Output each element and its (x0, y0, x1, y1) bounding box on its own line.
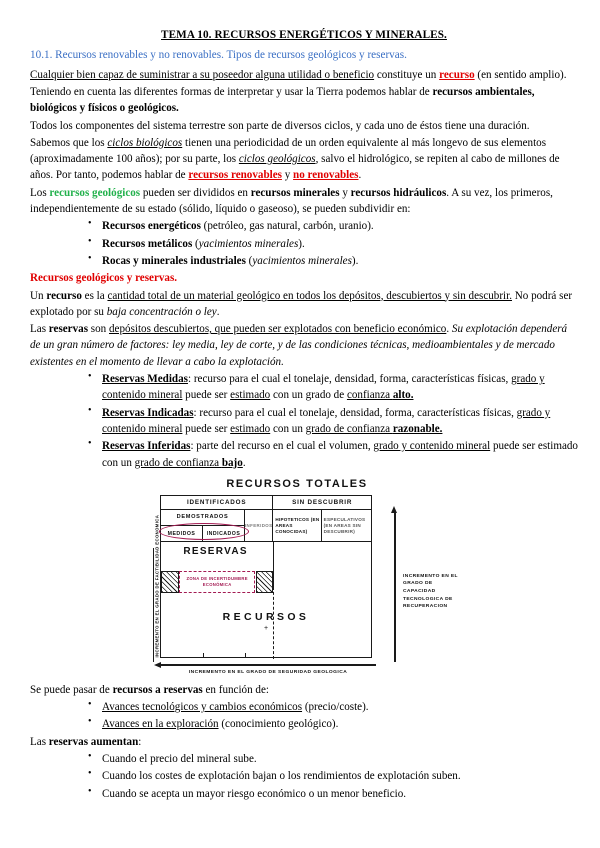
paragraph-definicion-reservas (30, 321, 578, 370)
term-ciclos-geologicos: ciclos geológicos (238, 153, 316, 166)
highlight-recurso: recurso (439, 68, 475, 81)
diagram-vertical-divider (273, 542, 274, 587)
paragraph-recursos-geologicos (30, 185, 578, 218)
diagram-axis-bottom (154, 662, 378, 669)
diagram-vertical-divider-dashed (273, 587, 274, 659)
paragraph-definicion-un-recurso (30, 288, 578, 321)
diagram-axis-right-label: INCREMENTO EN EL GRADO DE CAPACIDAD TECNOLOGICA DE RECUPERACION (403, 573, 458, 610)
text-fragment-bold: reservas (48, 323, 89, 336)
list-item-underline: grado y contenido mineral (373, 440, 491, 453)
list-item-term: Reservas Indicadas (102, 406, 194, 419)
text-fragment: tienen una periodicidad de un orden equivalente al más longevo de sus elementos (aproximadamente 100 años); por su parte, los (30, 136, 547, 166)
list-item-term: Recursos metálicos (102, 237, 193, 250)
list-item-text: con un (270, 422, 306, 435)
paragraph-formas-interpretar (30, 84, 578, 117)
text-fragment: . (358, 169, 362, 182)
diagram-cell-medidos: MEDIDOS (161, 526, 203, 542)
list-item (88, 438, 578, 471)
list-item-emphasis: alto. (392, 389, 414, 402)
term-ciclos-biologicos: ciclos biológicos (107, 136, 183, 149)
axis-line (161, 664, 376, 666)
list-item-emphasis: razonable. (392, 422, 443, 435)
list-item: • Cuando se acepta un mayor riesgo económico o un menor beneficio. (88, 786, 578, 802)
diagram-title: RECURSOS TOTALES (226, 477, 368, 490)
diagram-cell-inferidos: INFERIDOS (245, 510, 273, 542)
list-item-underline: estimado (230, 389, 271, 402)
highlight-recursos-renovables: recursos renovables (188, 169, 282, 182)
text-fragment-bold: recursos a reservas (112, 683, 203, 696)
list-item-sep: : (187, 373, 194, 386)
list-item (88, 405, 578, 438)
list-item (88, 253, 578, 269)
text-fragment-bold: recurso (46, 289, 82, 302)
text-fragment-underline: cantidad total de un material geológico en todos los depósitos, descubiertos y sin descubrir. (107, 289, 512, 302)
list-item-sep: : (193, 406, 200, 419)
diagram-axis-bottom-label: INCREMENTO EN EL GRADO DE SEGURIDAD GEOLOGICA (188, 669, 348, 675)
list-item-text: ( (245, 254, 253, 267)
list-item (88, 371, 578, 404)
diagram-cell-hipoteticos: HIPOTETICOS (EN AREAS CONOCIDAS) (273, 510, 321, 542)
paragraph-definicion-recurso (30, 67, 578, 83)
text-fragment-bold: reservas aumentan (48, 735, 139, 748)
diagram-tick (203, 653, 204, 657)
text-fragment: Las (30, 735, 49, 748)
text-fragment: Un (30, 289, 47, 302)
list-item-text: recurso para el cual el tonelaje, densidad, forma, características físicas, (199, 406, 517, 419)
text-fragment: . (446, 323, 452, 336)
diagram-axis-right (391, 506, 399, 662)
diagram-header-identificados: IDENTIFICADOS (161, 496, 273, 509)
mckelvey-diagram (148, 478, 460, 678)
diagram-label-recursos: RECURSOS (222, 610, 310, 623)
diagram-grid (160, 495, 372, 658)
list-item-italic: yacimientos minerales (252, 254, 352, 267)
text-fragment-italic: Su explotación dependerá de un gran número de factores: ley media, ley de corte, y de las condiciones técnicas, medioambientales y de mercado existentes en el momento de llevar a cabo la explotación. (30, 323, 568, 368)
diagram-hatch-right (256, 571, 274, 593)
text-fragment: . (216, 305, 220, 318)
text-fragment: Sabemos que los (30, 136, 108, 149)
list-item-term: Recursos energéticos (102, 220, 201, 233)
section-heading: 10.1. Recursos renovables y no renovables. Tipos de recursos geológicos y reservas. (30, 49, 407, 61)
list-item: • Cuando el precio del mineral sube. (88, 751, 578, 767)
list-item-text: (conocimiento geológico). (218, 718, 339, 731)
mckelvey-diagram-container (30, 478, 578, 678)
list-item-term: Reservas Inferidas (102, 440, 191, 453)
list-item-tail: ). (351, 254, 359, 267)
list-item-emphasis: bajo (221, 456, 243, 469)
paragraph-pasar-recursos (30, 682, 578, 698)
diagram-cell-demostrados: DEMOSTRADOS (161, 510, 245, 526)
list-pasar-reservas (30, 699, 578, 733)
diagram-tick (245, 653, 246, 657)
list-item-underline: grado de confianza (305, 422, 393, 435)
list-item-underline: Avances en la exploración (102, 718, 219, 731)
paragraph-ciclos (30, 135, 578, 184)
highlight-no-renovables: no renovables (293, 169, 359, 182)
text-fragment: y (339, 186, 351, 199)
diagram-cell-indicados: INDICADOS (203, 526, 245, 542)
diagram-header-row (161, 496, 371, 510)
list-tipos-reservas (30, 371, 578, 471)
text-fragment: es la (81, 289, 108, 302)
list-item (88, 699, 578, 715)
list-item-term: Rocas y minerales industriales (102, 254, 246, 267)
list-item-term: Reservas Medidas (102, 373, 188, 386)
diagram-cell-especulativos: ESPECULATIVOS (EN AREAS SIN DESCUBRIR) (323, 517, 366, 534)
diagram-hatch-left (161, 571, 179, 593)
diagram-label-reservas: RESERVAS (183, 545, 248, 557)
text-fragment: son (88, 323, 109, 336)
text-fragment: pueden ser divididos en (140, 186, 251, 199)
diagram-header-sin-descubrir: SIN DESCUBRIR (292, 498, 353, 506)
text-fragment: , salvo el hidrológico, se repiten al cabo de millones de años. Por tanto, podemos hablar de (30, 153, 560, 182)
text-fragment: y (281, 169, 294, 182)
list-tipos-recursos (30, 218, 578, 269)
text-fragment-underline: depósitos descubiertos, que pueden ser explotados con beneficio económico (109, 323, 447, 336)
list-item-text: puede ser (182, 422, 231, 435)
arrow-up-icon (391, 506, 397, 513)
text-fragment-bold: recursos ambientales, biológicos y físicos o geológicos. (30, 85, 535, 115)
list-item-text: puede ser estimado con un (102, 440, 578, 469)
diagram-label-recursos-plus: + (263, 624, 269, 632)
list-item: • Cuando los costes de explotación bajan o los rendimientos de explotación suben. (88, 768, 578, 784)
list-item-underline: confianza (346, 389, 393, 402)
list-item-sep: : (190, 440, 197, 453)
text-fragment: Las (30, 323, 49, 336)
list-item-text: recurso para el cual el tonelaje, densidad, forma, características físicas, (193, 373, 512, 386)
text-fragment: Cualquier bien capaz de suministrar a su poseedor alguna utilidad o beneficio (30, 68, 375, 81)
subsection-heading: Recursos geológicos y reservas. (30, 272, 178, 285)
diagram-zona-incertidumbre: ZONA DE INCERTIDUMBRE ECONÓMICA (179, 571, 256, 593)
list-item-italic: yacimientos minerales (198, 237, 299, 250)
list-item (88, 218, 578, 234)
list-item-underline: grado de confianza (134, 456, 222, 469)
paragraph-componentes-sistema: Todos los componentes del sistema terrestre son parte de diversos ciclos, y cada uno de éstos tiene una duración. (30, 119, 530, 132)
list-item-underline: Avances tecnológicos y cambios económicos (102, 701, 303, 714)
list-item-text: puede ser (182, 389, 231, 402)
text-fragment: constituye un (374, 68, 440, 81)
text-fragment: (en sentido amplio). (474, 68, 567, 81)
list-item-text: (petróleo, gas natural, carbón, uranio). (200, 220, 374, 233)
text-fragment: Teniendo en cuenta las diferentes formas de interpretar y usar la Tierra podemos hablar de (30, 85, 433, 98)
text-fragment: en función de: (202, 683, 269, 696)
list-item (88, 716, 578, 732)
text-fragment-bold: recursos minerales (250, 186, 340, 199)
diagram-axis-left-label: INCREMENTO EN EL GRADO DE FACTIBILIDAD ECONOMICA (154, 514, 160, 658)
text-fragment: Se puede pasar de (30, 683, 113, 696)
list-item-underline: grado y contenido mineral (102, 373, 545, 402)
list-item-text: (precio/coste). (302, 701, 369, 714)
list-item-text: con un grado de (270, 389, 347, 402)
page-title: TEMA 10. RECURSOS ENERGÉTICOS Y MINERALES. (161, 29, 447, 41)
text-fragment: : (138, 735, 142, 748)
list-reservas-aumentan (30, 751, 578, 802)
text-fragment-italic: baja concentración o ley (106, 305, 217, 318)
list-item (88, 236, 578, 252)
list-item-underline: grado y contenido mineral (102, 406, 551, 435)
list-item-text: ( (192, 237, 199, 250)
text-fragment: No podrá ser explotado por su (30, 289, 573, 318)
diagram-subheader-row (161, 510, 371, 542)
list-item-tail: ). (298, 237, 305, 250)
highlight-recursos-geologicos: recursos geológicos (49, 186, 141, 199)
list-item-text: parte del recurso en el cual el volumen, (196, 440, 374, 453)
text-fragment-bold: recursos hidráulicos (350, 186, 447, 199)
arrow-left-icon (154, 662, 161, 668)
list-item-tail: . (242, 456, 246, 469)
list-item-underline: estimado (230, 422, 271, 435)
text-fragment: . A su vez, los primeros, independientemente de su estado (sólido, líquido o gaseoso), se pueden subdividir en: (30, 186, 553, 216)
paragraph-reservas-aumentan (30, 734, 578, 750)
axis-line (394, 513, 396, 662)
text-fragment: Los (30, 186, 50, 199)
